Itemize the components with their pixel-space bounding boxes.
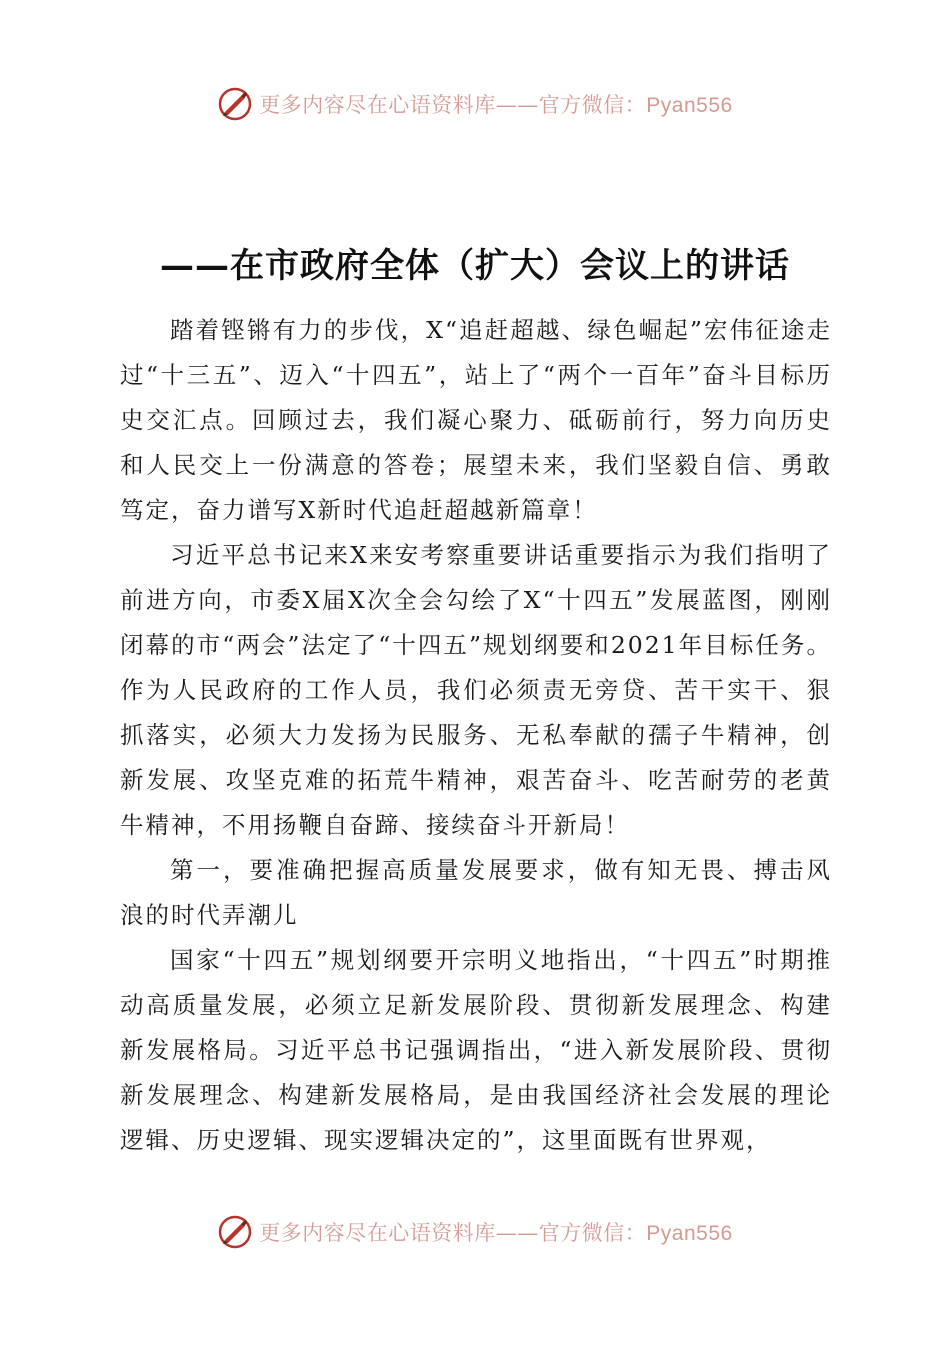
- wechat-id: Pyan556: [646, 1222, 733, 1245]
- pen-logo-icon: [217, 86, 253, 122]
- document-body: [120, 308, 832, 1163]
- paragraph: 国家“十四五”规划纲要开宗明义地指出，“十四五”时期推动高质量发展，必须立足新发展阶段、贯彻新发展理念、构建新发展格局。习近平总书记强调指出，“进入新发展阶段、贯彻新发展理念、构建新发展格局，是由我国经济社会发展的理论逻辑、历史逻辑、现实逻辑决定的”，这里面既有世界观，: [120, 946, 832, 1154]
- paragraph: 踏着铿锵有力的步伐，X“追赶超越、绿色崛起”宏伟征途走过“十三五”、迈入“十四五”，站上了“两个一百年”奋斗目标历史交汇点。回顾过去，我们凝心聚力、砥砺前行，努力向历史和人民交上一份满意的答卷；展望未来，我们坚毅自信、勇敢笃定，奋力谱写X新时代追赶超越新篇章！: [120, 316, 832, 524]
- watermark-text: 更多内容尽在心语资料库——官方微信：: [259, 1221, 647, 1245]
- footer-watermark: [0, 1210, 950, 1254]
- document-title: ——在市政府全体（扩大）会议上的讲话: [160, 246, 790, 286]
- watermark-text: 更多内容尽在心语资料库——官方微信：: [259, 93, 647, 117]
- wechat-id: Pyan556: [646, 94, 733, 117]
- pen-logo-icon: [217, 1214, 253, 1250]
- header-watermark: [0, 82, 950, 126]
- section-heading: 第一，要准确把握高质量发展要求，做有知无畏、搏击风浪的时代弄潮儿: [120, 856, 832, 929]
- paragraph: 习近平总书记来X来安考察重要讲话重要指示为我们指明了前进方向，市委X届X次全会勾绘了X“十四五”发展蓝图，刚刚闭幕的市“两会”法定了“十四五”规划纲要和2021年目标任务。作为人民政府的工作人员，我们必须责无旁贷、苦干实干、狠抓落实，必须大力发扬为民服务、无私奉献的孺子牛精神，创新发展、攻坚克难的拓荒牛精神，艰苦奋斗、吃苦耐劳的老黄牛精神，不用扬鞭自奋蹄、接续奋斗开新局！: [120, 541, 832, 839]
